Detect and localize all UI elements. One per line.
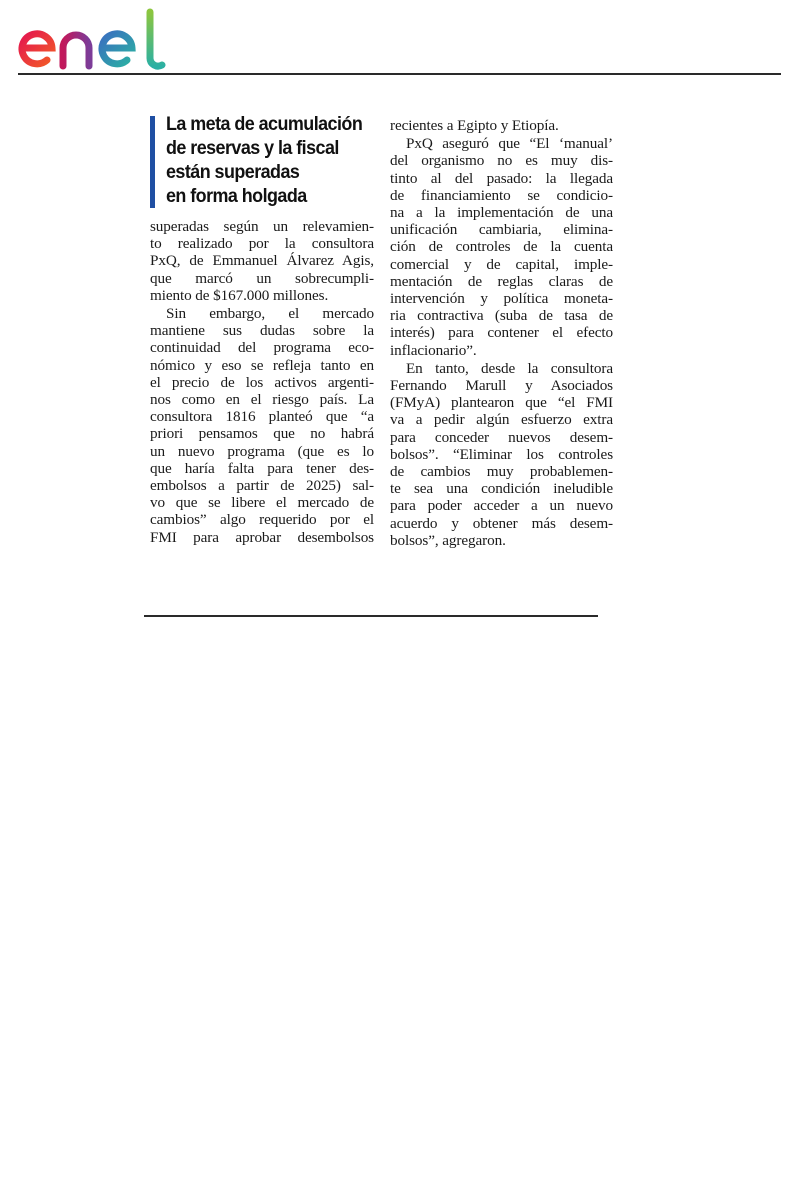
header-divider (18, 73, 781, 75)
headline-line: La meta de acumulación (166, 113, 363, 135)
text-line: ción de controles de la cuenta (390, 238, 613, 256)
enel-logo (16, 8, 180, 70)
text-line: para conceder nuevos desem- (390, 428, 613, 446)
text-line: inflacionario”. (390, 341, 477, 359)
text-line: PxQ aseguró que “El ‘manual’ (406, 135, 613, 153)
headline (150, 112, 374, 208)
text-line: unificación cambiaria, elimina- (390, 221, 613, 239)
text-line: FMI para aprobar desembolsos (150, 528, 374, 546)
text-line: na a la implementación de una (390, 204, 613, 222)
text-line: miento de $167.000 millones. (150, 286, 329, 304)
text-line: recientes a Egipto y Etiopía. (390, 117, 559, 134)
text-line: priori pensamos que no habrá (150, 425, 374, 443)
text-line: superadas según un relevamien- (150, 218, 374, 235)
paragraph (390, 117, 613, 134)
text-line: tinto al del pasado: la llegada (390, 169, 613, 187)
text-line: bolsos”. “Eliminar los controles (390, 445, 613, 463)
article-body-right (390, 117, 613, 549)
article-column-left (150, 112, 374, 547)
text-line: Sin embargo, el mercado (166, 305, 374, 323)
article-column-right (390, 117, 613, 550)
text-line: que haría falta para tener des- (150, 459, 374, 477)
text-line: para poder acceder a un nuevo (390, 497, 613, 515)
paragraph (150, 218, 374, 304)
text-line: te sea una condición ineludible (390, 480, 613, 498)
text-line: nómico y eso se refleja tanto en (150, 356, 374, 374)
text-line: Fernando Marull y Asociados (390, 377, 613, 395)
text-line: mentación de reglas claras de (390, 272, 613, 290)
text-line: nos como en el riesgo país. La (150, 391, 374, 409)
paragraph (150, 305, 374, 546)
text-line: continuidad del programa eco- (150, 339, 374, 357)
text-line: vo que se libere el mercado de (150, 494, 374, 512)
article-end-divider (144, 615, 598, 617)
text-line: comercial y de capital, imple- (390, 255, 613, 273)
text-line: En tanto, desde la consultora (406, 359, 613, 377)
text-line: PxQ, de Emmanuel Álvarez Agis, (150, 252, 374, 270)
headline-accent-bar (150, 116, 155, 208)
text-line: interés) para contener el efecto (390, 324, 613, 342)
text-line: to realizado por la consultora (150, 235, 374, 253)
text-line: consultora 1816 planteó que “a (150, 408, 374, 426)
text-line: ria contractiva (suba de tasa de (390, 307, 613, 325)
text-line: de cambios muy probablemen- (390, 463, 613, 481)
paragraph (390, 135, 613, 359)
text-line: del organismo no es muy dis- (390, 152, 613, 170)
text-line: mantiene sus dudas sobre la (150, 322, 374, 340)
article-body-left (150, 218, 374, 546)
text-line: de financiamiento se condicio- (390, 186, 613, 204)
text-line: que marcó un sobrecumpli- (150, 269, 374, 287)
text-line: cambios” algo requerido por el (150, 511, 374, 529)
text-line: va a pedir algún esfuerzo extra (390, 411, 613, 429)
text-line: bolsos”, agregaron. (390, 531, 506, 549)
text-line: el precio de los activos argenti- (150, 373, 374, 391)
text-line: embolsos a partir de 2025) sal- (150, 477, 374, 495)
headline-line: de reservas y la fiscal (166, 137, 339, 159)
paragraph (390, 360, 613, 549)
headline-line: están superadas (166, 161, 300, 183)
text-line: un nuevo programa (que es lo (150, 442, 374, 460)
text-line: acuerdo y obtener más desem- (390, 514, 613, 532)
text-line: (FMyA) plantearon que “el FMI (390, 394, 613, 412)
headline-line: en forma holgada (166, 185, 307, 207)
text-line: intervención y política moneta- (390, 290, 613, 308)
